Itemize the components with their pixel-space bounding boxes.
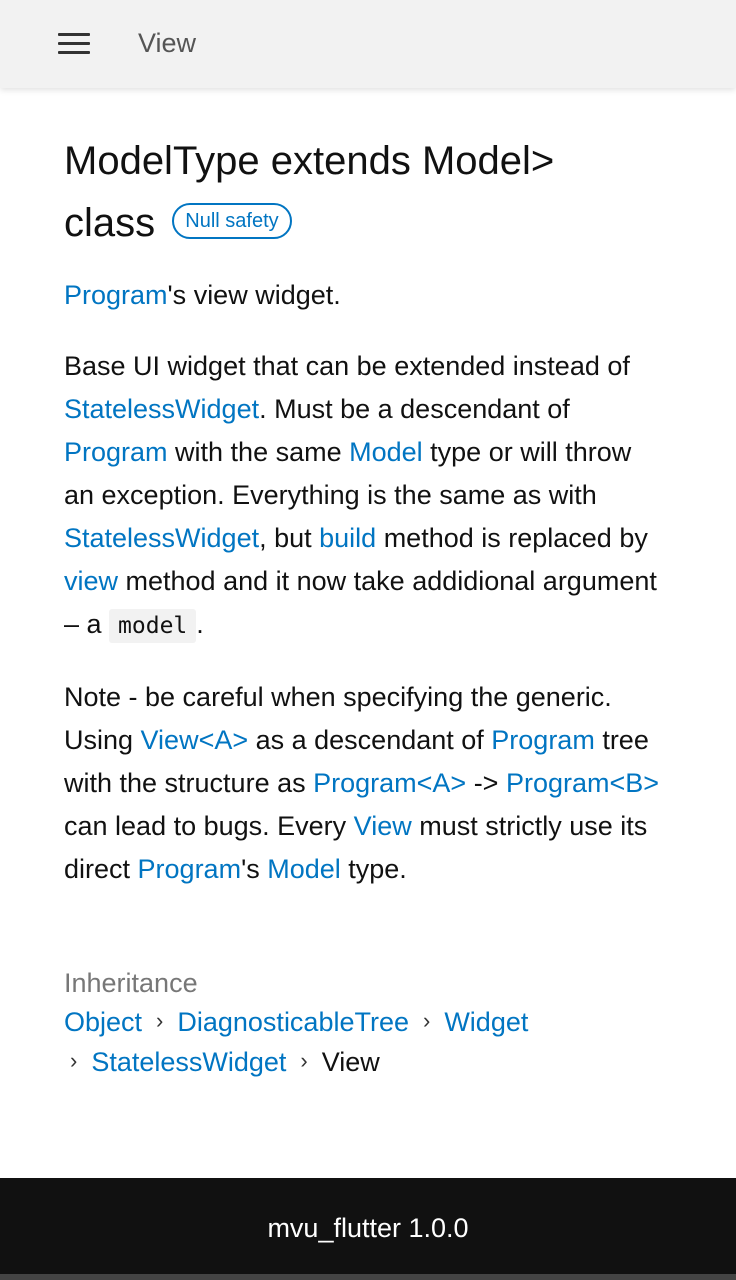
main-content bbox=[64, 130, 664, 1083]
program-a-link[interactable]: Program<A> bbox=[313, 768, 467, 798]
model-code: model bbox=[109, 609, 196, 643]
note-text: as a descendant of bbox=[248, 725, 492, 755]
note-text: 's bbox=[241, 854, 268, 884]
chevron-right-icon: › bbox=[70, 1048, 78, 1073]
note-text: Note - be careful when specifying the generic. Using bbox=[64, 682, 612, 755]
footer-bottom-bar bbox=[0, 1274, 736, 1280]
description-text: method and it now take addidional argument – a bbox=[64, 566, 657, 639]
statelesswidget-link[interactable]: StatelessWidget bbox=[64, 523, 260, 553]
program-link[interactable]: Program bbox=[64, 280, 168, 310]
title-line-2: class bbox=[64, 201, 156, 245]
summary-text: 's view widget. bbox=[167, 280, 341, 310]
description-text: . bbox=[196, 609, 204, 639]
model-link[interactable]: Model bbox=[349, 437, 423, 467]
description-text: Base UI widget that can be extended instead of bbox=[64, 351, 630, 381]
program-b-link[interactable]: Program<B> bbox=[505, 768, 660, 798]
description-text: type or will throw an exception. Everything is the same as with bbox=[64, 437, 632, 510]
chevron-right-icon: › bbox=[300, 1048, 308, 1073]
note-text: must strictly use its direct bbox=[64, 811, 648, 884]
summary-paragraph bbox=[64, 274, 664, 317]
inheritance-label: Inheritance bbox=[64, 968, 198, 998]
inheritance-widget-link[interactable]: Widget bbox=[444, 1007, 529, 1037]
footer bbox=[0, 1178, 736, 1280]
footer-text: mvu_flutter 1.0.0 bbox=[267, 1213, 469, 1243]
note-text: -> bbox=[466, 768, 506, 798]
hamburger-menu-icon[interactable] bbox=[58, 33, 90, 55]
note-text: tree with the structure as bbox=[64, 725, 649, 798]
program-link[interactable]: Program bbox=[137, 854, 242, 884]
view-method-link[interactable]: view bbox=[64, 566, 119, 596]
build-link[interactable]: build bbox=[319, 523, 377, 553]
view-generic-link[interactable]: View<A> bbox=[140, 725, 249, 755]
program-link[interactable]: Program bbox=[491, 725, 595, 755]
header-title: View bbox=[138, 28, 197, 58]
chevron-right-icon: › bbox=[423, 1008, 431, 1033]
inheritance-diagnosticabletree-link[interactable]: DiagnosticableTree bbox=[177, 1007, 409, 1037]
inheritance-section bbox=[64, 963, 664, 1083]
inheritance-statelesswidget-link[interactable]: StatelessWidget bbox=[91, 1047, 287, 1077]
description-text: . Must be a descendant of bbox=[259, 394, 570, 424]
description-paragraph bbox=[64, 345, 664, 648]
model-link[interactable]: Model bbox=[267, 854, 341, 884]
view-link[interactable]: View bbox=[353, 811, 412, 841]
description-text: method is replaced by bbox=[376, 523, 648, 553]
note-text: type. bbox=[340, 854, 407, 884]
inheritance-current: View bbox=[321, 1047, 380, 1077]
top-app-bar bbox=[0, 0, 736, 88]
inheritance-object-link[interactable]: Object bbox=[64, 1007, 143, 1037]
page-title bbox=[64, 130, 664, 254]
inheritance-breadcrumb bbox=[64, 1003, 664, 1083]
description-text: , but bbox=[259, 523, 320, 553]
note-text: can lead to bugs. Every bbox=[64, 811, 354, 841]
note-paragraph bbox=[64, 676, 664, 891]
description-text: with the same bbox=[167, 437, 350, 467]
program-link[interactable]: Program bbox=[64, 437, 168, 467]
statelesswidget-link[interactable]: StatelessWidget bbox=[64, 394, 260, 424]
chevron-right-icon: › bbox=[156, 1008, 164, 1033]
title-line-1: ModelType extends Model> bbox=[64, 139, 555, 183]
null-safety-badge[interactable]: Null safety bbox=[172, 203, 291, 239]
